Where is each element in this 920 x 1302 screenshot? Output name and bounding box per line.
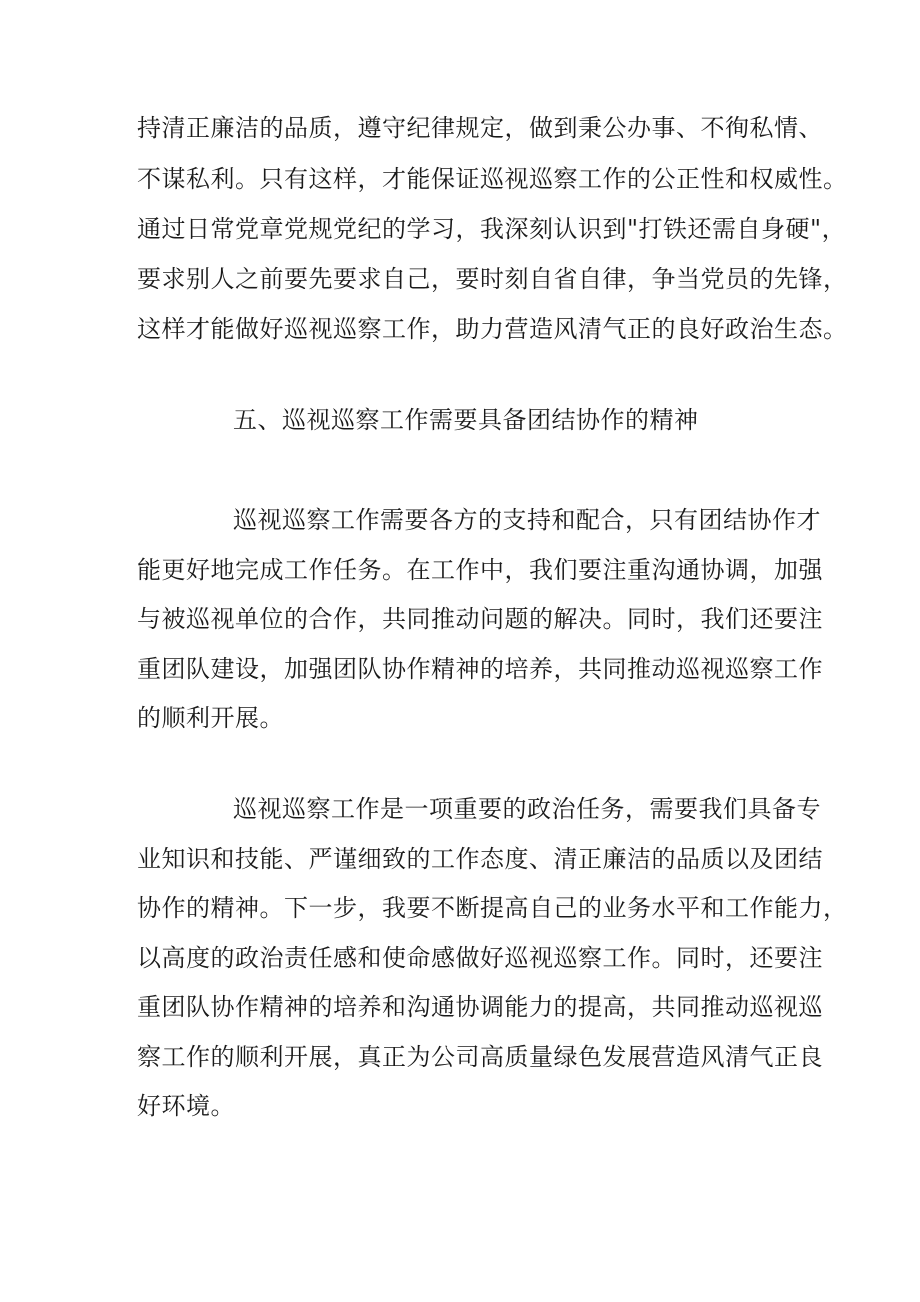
paragraph-line: 察工作的顺利开展，真正为公司高质量绿色发展营造风清气正良 [137, 1043, 823, 1071]
paragraph-line: 以高度的政治责任感和使命感做好巡视巡察工作。同时，还要注 [137, 944, 823, 972]
paragraph-line: 要求别人之前要先要求自己，要时刻自省自律，争当党员的先锋， [137, 265, 848, 293]
paragraph-line: 能更好地完成工作任务。在工作中，我们要注重沟通协调，加强 [137, 556, 823, 584]
paragraph-line: 通过日常党章党规党纪的学习，我深刻认识到"打铁还需自身硬"， [137, 215, 847, 243]
paragraph-line: 好环境。 [137, 1092, 235, 1120]
section-heading: 五、巡视巡察工作需要具备团结协作的精神 [233, 406, 699, 434]
paragraph-line: 业知识和技能、严谨细致的工作态度、清正廉洁的品质以及团结 [137, 845, 823, 873]
paragraph-line: 巡视巡察工作是一项重要的政治任务，需要我们具备专 [233, 795, 821, 823]
paragraph-line: 协作的精神。下一步，我要不断提高自己的业务水平和工作能力， [137, 894, 848, 922]
paragraph-line: 不谋私利。只有这样，才能保证巡视巡察工作的公正性和权威性。 [137, 165, 848, 193]
paragraph-line: 重团队协作精神的培养和沟通协调能力的提高，共同推动巡视巡 [137, 993, 823, 1021]
paragraph-line: 这样才能做好巡视巡察工作，助力营造风清气正的良好政治生态。 [137, 315, 848, 343]
paragraph-line: 的顺利开展。 [137, 704, 284, 732]
paragraph-line: 重团队建设，加强团队协作精神的培养，共同推动巡视巡察工作 [137, 655, 823, 683]
paragraph-line: 持清正廉洁的品质，遵守纪律规定，做到秉公办事、不徇私情、 [137, 114, 823, 142]
paragraph-line: 与被巡视单位的合作，共同推动问题的解决。同时，我们还要注 [137, 605, 823, 633]
paragraph-line: 巡视巡察工作需要各方的支持和配合，只有团结协作才 [233, 506, 821, 534]
